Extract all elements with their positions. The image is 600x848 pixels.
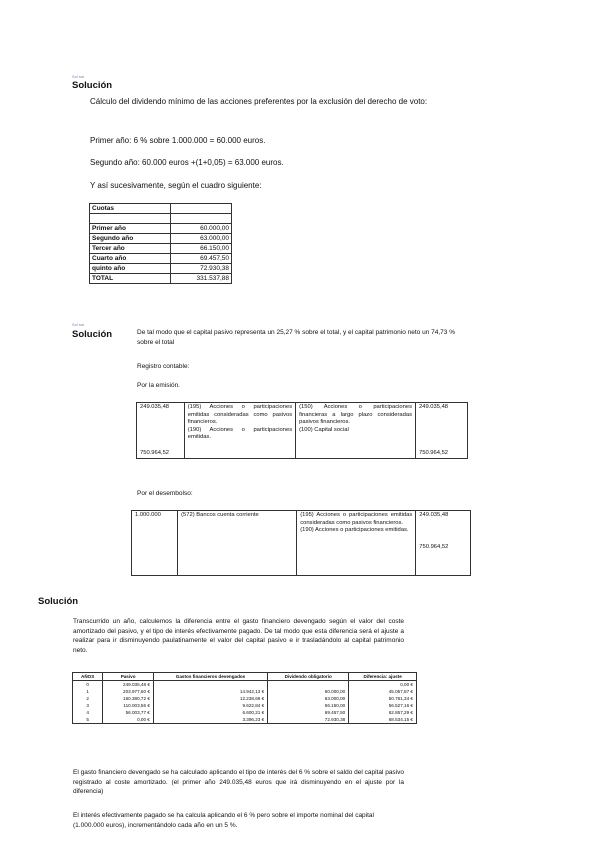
table-row: Tercer año 66.150,00 (90, 244, 232, 254)
credit-amount: 249.035,48 (419, 404, 449, 410)
table-row: 5 0,00 € 3.396,23 € 72.930,38 68.534,15 € (73, 716, 417, 724)
section-1-line-2: Segundo año: 60.000 euros +(1+0,05) = 63.000 euros. (90, 158, 284, 167)
table-row: quinto año 72.930,38 (90, 264, 232, 274)
credit-account: (190) Acciones o participaciones emitidas. (300, 527, 409, 534)
table-header-row (90, 204, 232, 214)
debit-account: (195) Acciones o participaciones emitidas consideradas como pasivos financieros. (187, 404, 293, 426)
credit-amount: 750.964,52 (419, 543, 449, 550)
section-1-heading: Solución (72, 80, 113, 91)
credit-account: (150) Acciones o participaciones financieras a largo plazo consideradas pasivos financieros. (299, 404, 412, 426)
section-1-line-1: Primer año: 6 % sobre 1.000.000 = 60.000 euros. (90, 136, 266, 145)
desembolso-journal-entry (131, 510, 471, 576)
section-marker: Sol sm (72, 74, 85, 79)
debit-amount: 249.035,48 (140, 404, 170, 410)
debit-account: (572) Bancos cuenta corriente (178, 511, 297, 576)
table-row: Primer año 60.000,00 (90, 224, 232, 234)
table-total-row: TOTAL 331.537,88 (90, 274, 232, 284)
amortization-table (72, 672, 417, 724)
credit-amount: 750.964,52 (419, 449, 449, 456)
emision-journal-entry (136, 402, 468, 459)
emision-label: Por la emisión. (137, 382, 180, 389)
debit-account: (190) Acciones o participaciones emitidas. (187, 426, 293, 441)
section-2-heading: Solución (72, 329, 113, 340)
credit-amount: 249.035,48 (419, 512, 449, 518)
section-1-line-3: Y así sucesivamente, según el cuadro siguiente: (90, 181, 262, 190)
cuotas-table (89, 203, 232, 284)
table-row: Cuarto año 69.457,50 (90, 254, 232, 264)
section-3-intro: Transcurrido un año, calculemos la diferencia entre el gasto financiero devengado según el valor del coste amortizado del pasivo, y el tipo de interés efectivamente pagado. De tal modo que esta diferencia será el ajuste a realizar para ir disminuyendo paulatinamente el valor del capital pasivo e ir trasladándolo al capital patrimonio neto. (73, 618, 404, 654)
section-3-paragraph-1: El gasto financiero devengado se ha calculado aplicando el tipo de interés del 6 % sobre el saldo del capital pasivo registrado al coste amortizado. (el primer año 249.035,48 euros que irá disminuyendo en el ajuste por la diferencia) (73, 769, 404, 795)
section-3-heading: Solución (38, 596, 79, 607)
credit-account: (195) Acciones o participaciones emitidas consideradas como pasivos financieros. (300, 512, 413, 526)
table-row: 4 56.003,77 € 6.600,21 € 69.457,50 62.857,29 € (73, 709, 417, 716)
section-1-intro: Cálculo del dividendo mínimo de las acciones preferentes por la exclusión del derecho de voto: (90, 97, 428, 106)
table-row: 3 110.003,56 € 9.622,84 € 66.150,00 56.527,16 € (73, 702, 417, 709)
table-header-row: AÑOS Pasivo Gastos financieros devengados Dividendo obligatorio Diferencia: ajuste (73, 673, 417, 681)
table-row: 1 203.977,60 € 14.942,13 € 60.000,00 45.057,87 € (73, 688, 417, 695)
section-marker-2: Sol sm (72, 322, 85, 327)
section-2-intro: De tal modo que el capital pasivo representa un 25,27 % sobre el total, y el capital patrimonio neto un 74,73 % sobre el total (137, 329, 455, 346)
section-3-paragraph-2: El interés efectivamente pagado se ha calcula aplicando el 6 % pero sobre el importe nominal del capital (1.000.000 euros), incrementándolo cada año en un 5 %. (73, 812, 374, 829)
table-header-cell: Cuotas (90, 204, 171, 214)
credit-account: (100) Capital social (299, 426, 349, 433)
debit-amount: 750.964,52 (140, 449, 170, 456)
table-row: 2 160.380,72 € 12.238,66 € 63.000,00 50.761,34 € (73, 695, 417, 702)
registro-label: Registro contable: (137, 363, 190, 370)
desembolso-label: Por el desembolso: (137, 490, 193, 497)
table-row: Segundo año 63.000,00 (90, 234, 232, 244)
debit-amount: 1.000.000 (132, 511, 178, 576)
table-row: 0 249.035,48 € 0,00 € (73, 681, 417, 689)
